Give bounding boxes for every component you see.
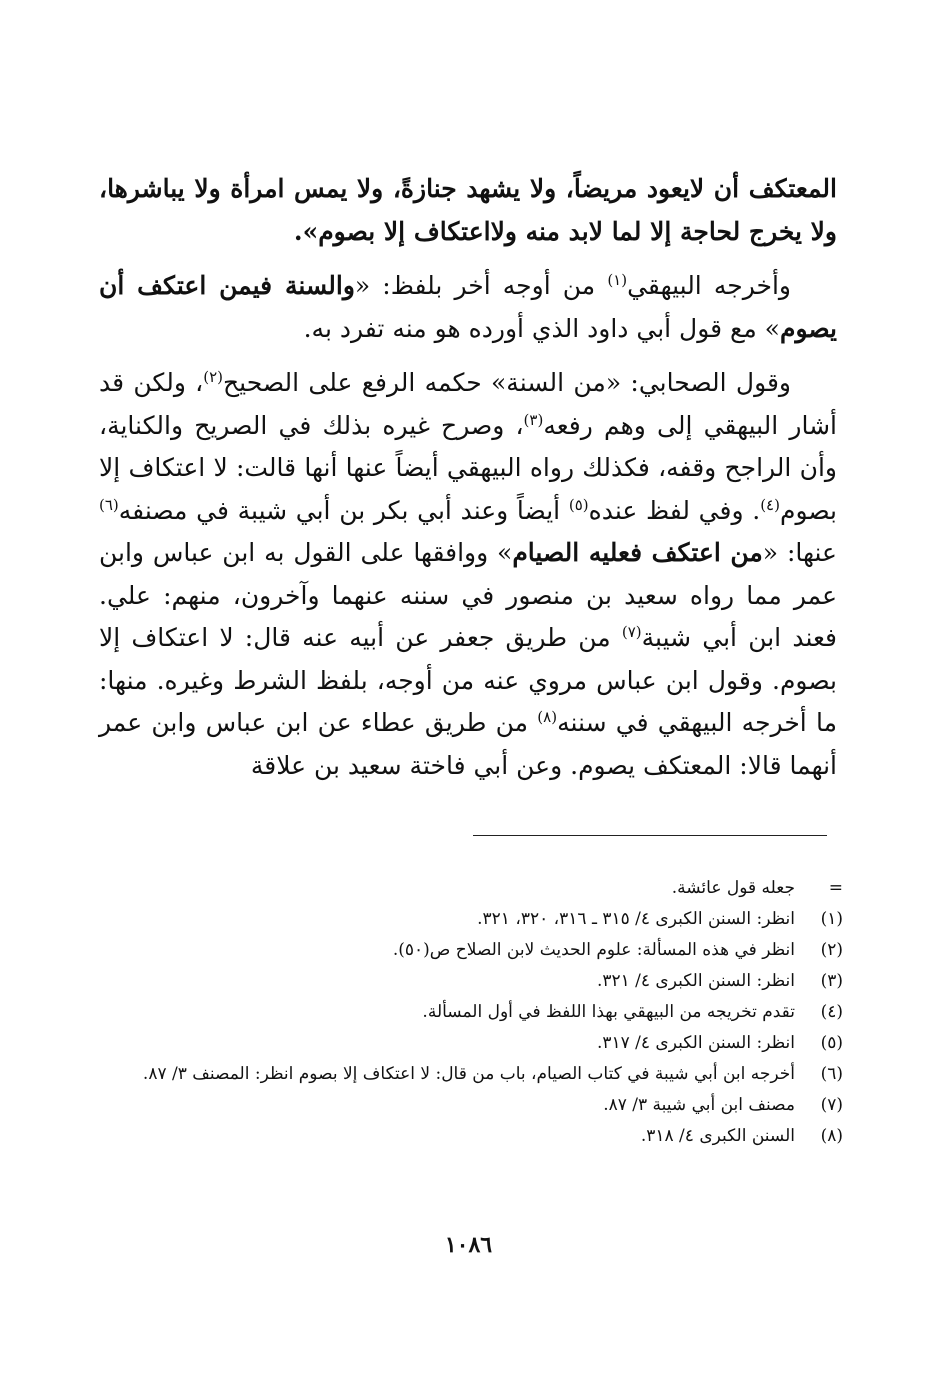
footnote-number: (١) (820, 909, 843, 929)
footnote-ref: (٢) (203, 368, 224, 386)
footnote-text: تقدم تخريجه من البيهقي بهذا اللفظ في أول المسألة. (422, 1002, 795, 1022)
page-number: ١٠٨٦ (444, 1232, 493, 1258)
paragraph-1 (99, 168, 837, 253)
text-run: . وفي لفظ عنده (588, 495, 761, 525)
bold-text: والسنة فيمن اعتكف أن يصوم (99, 271, 837, 343)
footnote (102, 1028, 847, 1059)
footnote-ref: (٤) (760, 495, 780, 514)
footnote (102, 1090, 847, 1121)
text-run: » مع قول أبي داود الذي أورده هو منه تفرد به. (303, 313, 780, 343)
footnote-ref: (٧) (621, 623, 642, 641)
footnote-number: (٦) (820, 1064, 843, 1084)
text-run: وقول الصحابي: «من السنة» حكمه الرفع على الصحيح (223, 368, 792, 397)
footnote-text: انظر: السنن الكبرى ٤/ ٣١٥ ـ ٣١٦، ٣٢٠، ٣٢١. (477, 909, 795, 929)
footnote-ref: (٨) (537, 708, 558, 726)
footnote-text: أخرجه ابن أبي شيبة في كتاب الصيام، باب من قال: لا اعتكاف إلا بصوم انظر: المصنف ٣/ ٨٧. (142, 1064, 795, 1084)
text-run: أيضاً وعند أبي بكر بن أبي شيبة في مصنفه (118, 495, 569, 525)
footnote (102, 1121, 847, 1152)
paragraph-3 (99, 362, 837, 787)
footnote-number: (٤) (820, 1002, 843, 1022)
footnote (102, 966, 847, 997)
footnote-number: (٢) (820, 940, 843, 960)
footnote-text: مصنف ابن أبي شيبة ٣/ ٨٧. (603, 1095, 795, 1115)
footnote-ref: (١) (607, 271, 628, 289)
bold-text: من اعتكف فعليه الصيام (512, 538, 763, 567)
footnote (102, 904, 847, 935)
footnotes (102, 873, 847, 1152)
text-run: » ووافقها على القول به ابن عباس وابن عمر مما رواه سعيد بن منصور في سننه عنهما وآخرون، منهم: علي. فعند ابن أبي شيبة (99, 538, 837, 652)
footnote-number: (٨) (820, 1126, 843, 1146)
footnote-ref: (٣) (523, 410, 544, 429)
footnote (102, 997, 847, 1028)
footnote (102, 1059, 847, 1090)
footnote-number: (٣) (820, 971, 843, 991)
text-run: ، ولكن قد أشار البيهقي إلى وهم رفعه (99, 368, 837, 440)
footnote (102, 935, 847, 966)
text-run: ، وصرح غيره بذلك في الصريح والكناية، وأن الراجح وقفه، فكذلك رواه البيهقي أيضاً عنها أنها قالت: لا اعتكاف إلا بصوم (99, 410, 837, 525)
text-run: من طريق جعفر عن أبيه عنه قال: لا اعتكاف إلا بصوم. وقول ابن عباس مروي عنه من أوجه، بلفظ الشرط وغيره. منها: ما أخرجه البيهقي في سننه (99, 623, 837, 737)
paragraph-2 (99, 265, 837, 350)
footnote-text: جعله قول عائشة. (671, 878, 795, 898)
main-text (99, 168, 837, 799)
footnote-number: (٧) (820, 1095, 843, 1115)
footnote-ref: (٥) (568, 495, 589, 514)
text-run: من أوجه أخر بلفظ: « (354, 271, 608, 300)
footnote-ref: (٦) (99, 495, 119, 514)
footnote-text: انظر في هذه المسألة: علوم الحديث لابن الصلاح ص(٥٠). (392, 940, 795, 960)
footnote-divider (473, 835, 827, 836)
text-run: عنها: « (762, 538, 837, 567)
footnote-text: السنن الكبرى ٤/ ٣١٨. (640, 1126, 795, 1146)
footnote-text: انظر: السنن الكبرى ٤/ ٣٢١. (596, 971, 795, 991)
footnote-number: = (828, 878, 843, 898)
footnote (102, 873, 847, 904)
text-run: وأخرجه البيهقي (627, 271, 791, 300)
bold-text: المعتكف أن لايعود مريضاً، ولا يشهد جنازةً، ولا يمس امرأة ولا يباشرها، ولا يخرج لحاجة إلا لما لابد منه ولااعتكاف إلا بصوم». (99, 174, 837, 246)
footnote-number: (٥) (820, 1033, 843, 1053)
footnote-text: انظر: السنن الكبرى ٤/ ٣١٧. (596, 1033, 795, 1053)
text-run: من طريق عطاء عن ابن عباس وابن عمر أنهما قالا: المعتكف يصوم. وعن أبي فاختة سعيد بن علاقة (99, 708, 837, 780)
